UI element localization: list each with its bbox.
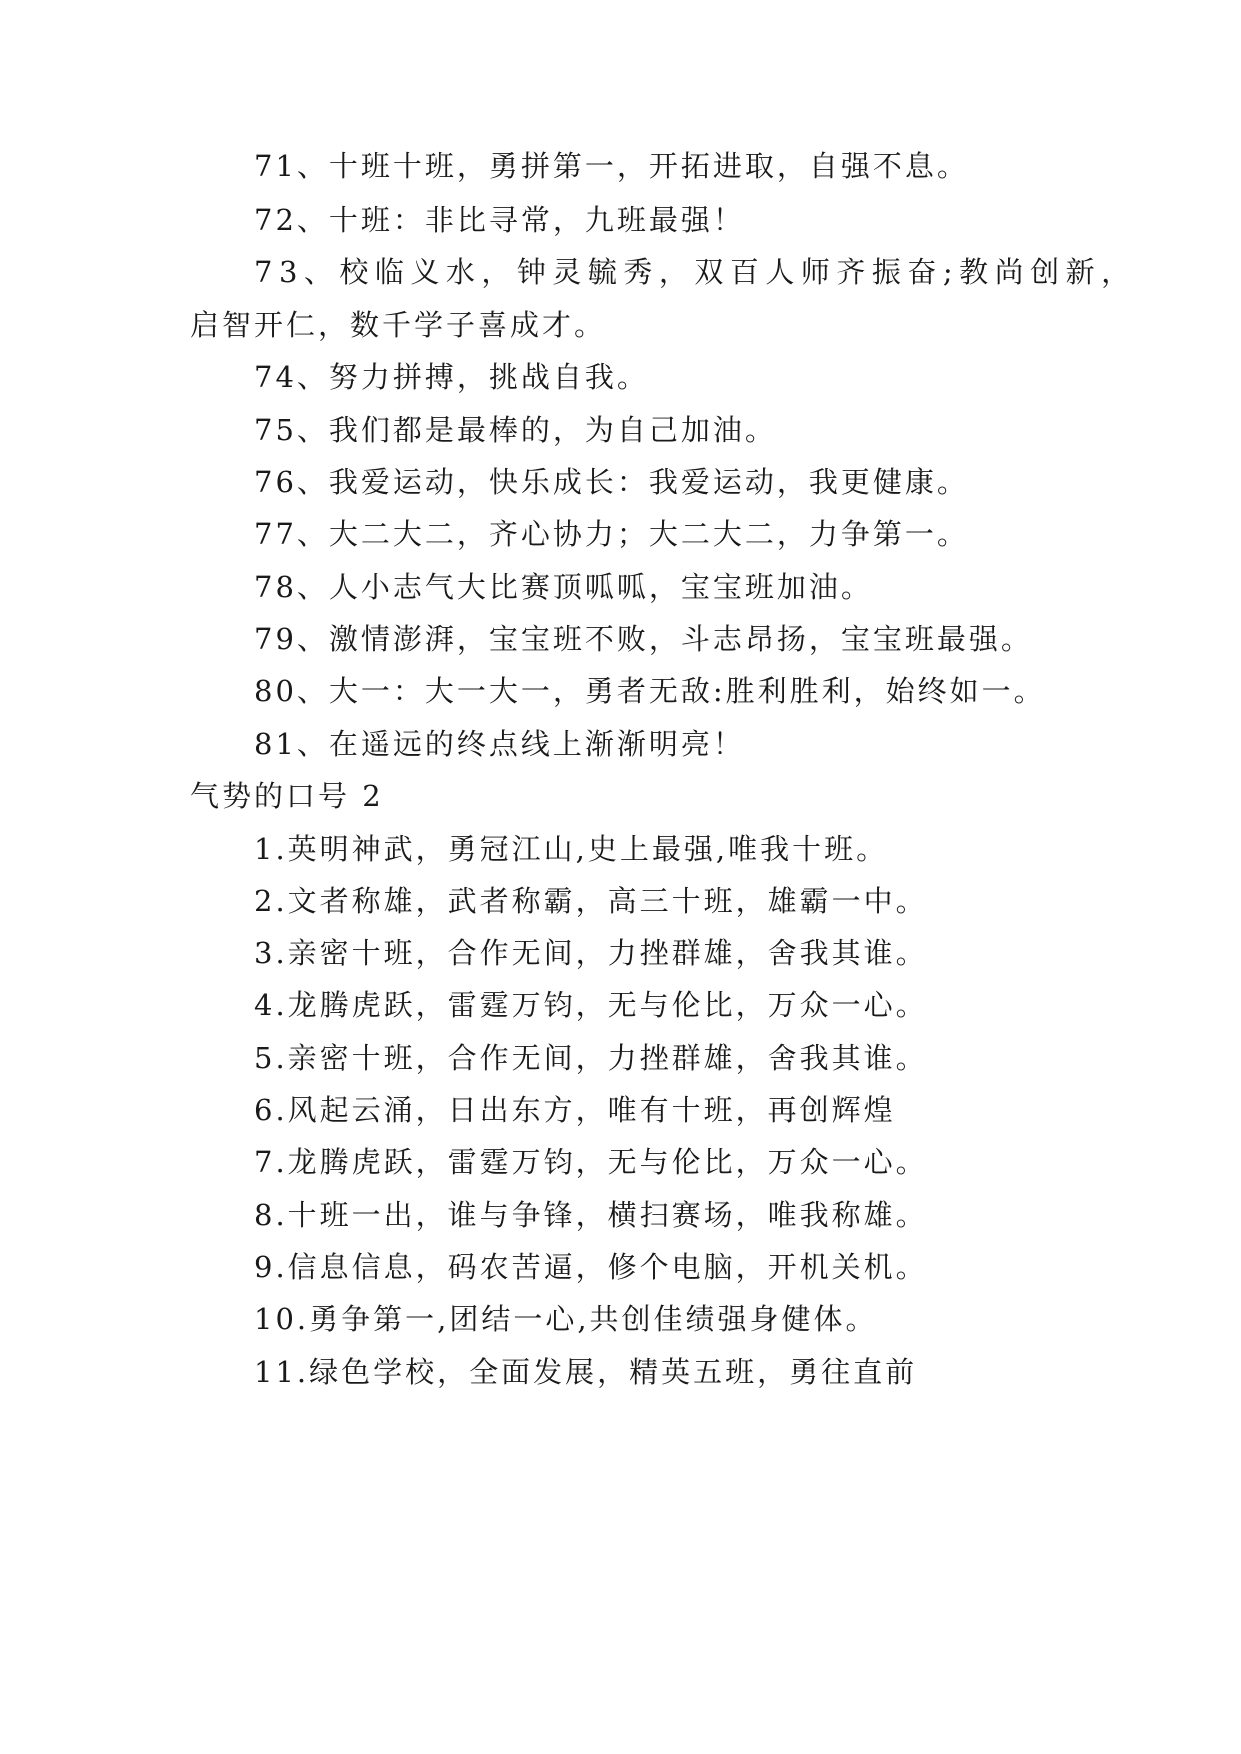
slogan-b-5: 5.亲密十班，合作无间，力挫群雄，舍我其谁。 <box>254 1041 928 1075</box>
slogan-b-6: 6.风起云涌，日出东方，唯有十班，再创辉煌 <box>254 1093 896 1127</box>
slogan-73-continued: 启智开仁，数千学子喜成才。 <box>190 308 607 342</box>
slogan-77: 77、大二大二，齐心协力；大二大二，力争第一。 <box>254 517 969 551</box>
slogan-b-1: 1.英明神武，勇冠江山,史上最强,唯我十班。 <box>254 832 889 866</box>
slogan-b-7: 7.龙腾虎跃，雷霆万钧，无与伦比，万众一心。 <box>254 1145 928 1179</box>
slogan-81: 81、在遥远的终点线上渐渐明亮！ <box>254 727 745 761</box>
slogan-74: 74、努力拼搏，挑战自我。 <box>254 360 649 394</box>
slogan-71: 71、十班十班，勇拼第一，开拓进取，自强不息。 <box>254 149 969 183</box>
slogan-b-9: 9.信息信息，码农苦逼，修个电脑，开机关机。 <box>254 1250 928 1284</box>
slogan-76: 76、我爱运动，快乐成长：我爱运动，我更健康。 <box>254 465 969 499</box>
slogan-b-3: 3.亲密十班，合作无间，力挫群雄，舍我其谁。 <box>254 936 928 970</box>
slogan-b-11: 11.绿色学校，全面发展，精英五班，勇往直前 <box>254 1355 918 1389</box>
slogan-79: 79、激情澎湃，宝宝班不败，斗志昂扬，宝宝班最强。 <box>254 622 1033 656</box>
slogan-73: 73、校临义水，钟灵毓秀，双百人师齐振奋;教尚创新， <box>254 255 1137 289</box>
slogan-78: 78、人小志气大比赛顶呱呱，宝宝班加油。 <box>254 570 873 604</box>
section-heading: 气势的口号 2 <box>190 779 384 813</box>
slogan-80: 80、大一：大一大一，勇者无敌:胜利胜利，始终如一。 <box>254 674 1046 708</box>
slogan-75: 75、我们都是最棒的，为自己加油。 <box>254 413 777 447</box>
slogan-b-10: 10.勇争第一,团结一心,共创佳绩强身健体。 <box>254 1302 878 1336</box>
slogan-72: 72、十班：非比寻常，九班最强！ <box>254 203 745 237</box>
slogan-b-8: 8.十班一出，谁与争锋，横扫赛场，唯我称雄。 <box>254 1198 928 1232</box>
slogan-b-4: 4.龙腾虎跃，雷霆万钧，无与伦比，万众一心。 <box>254 988 928 1022</box>
slogan-b-2: 2.文者称雄，武者称霸，高三十班，雄霸一中。 <box>254 884 928 918</box>
